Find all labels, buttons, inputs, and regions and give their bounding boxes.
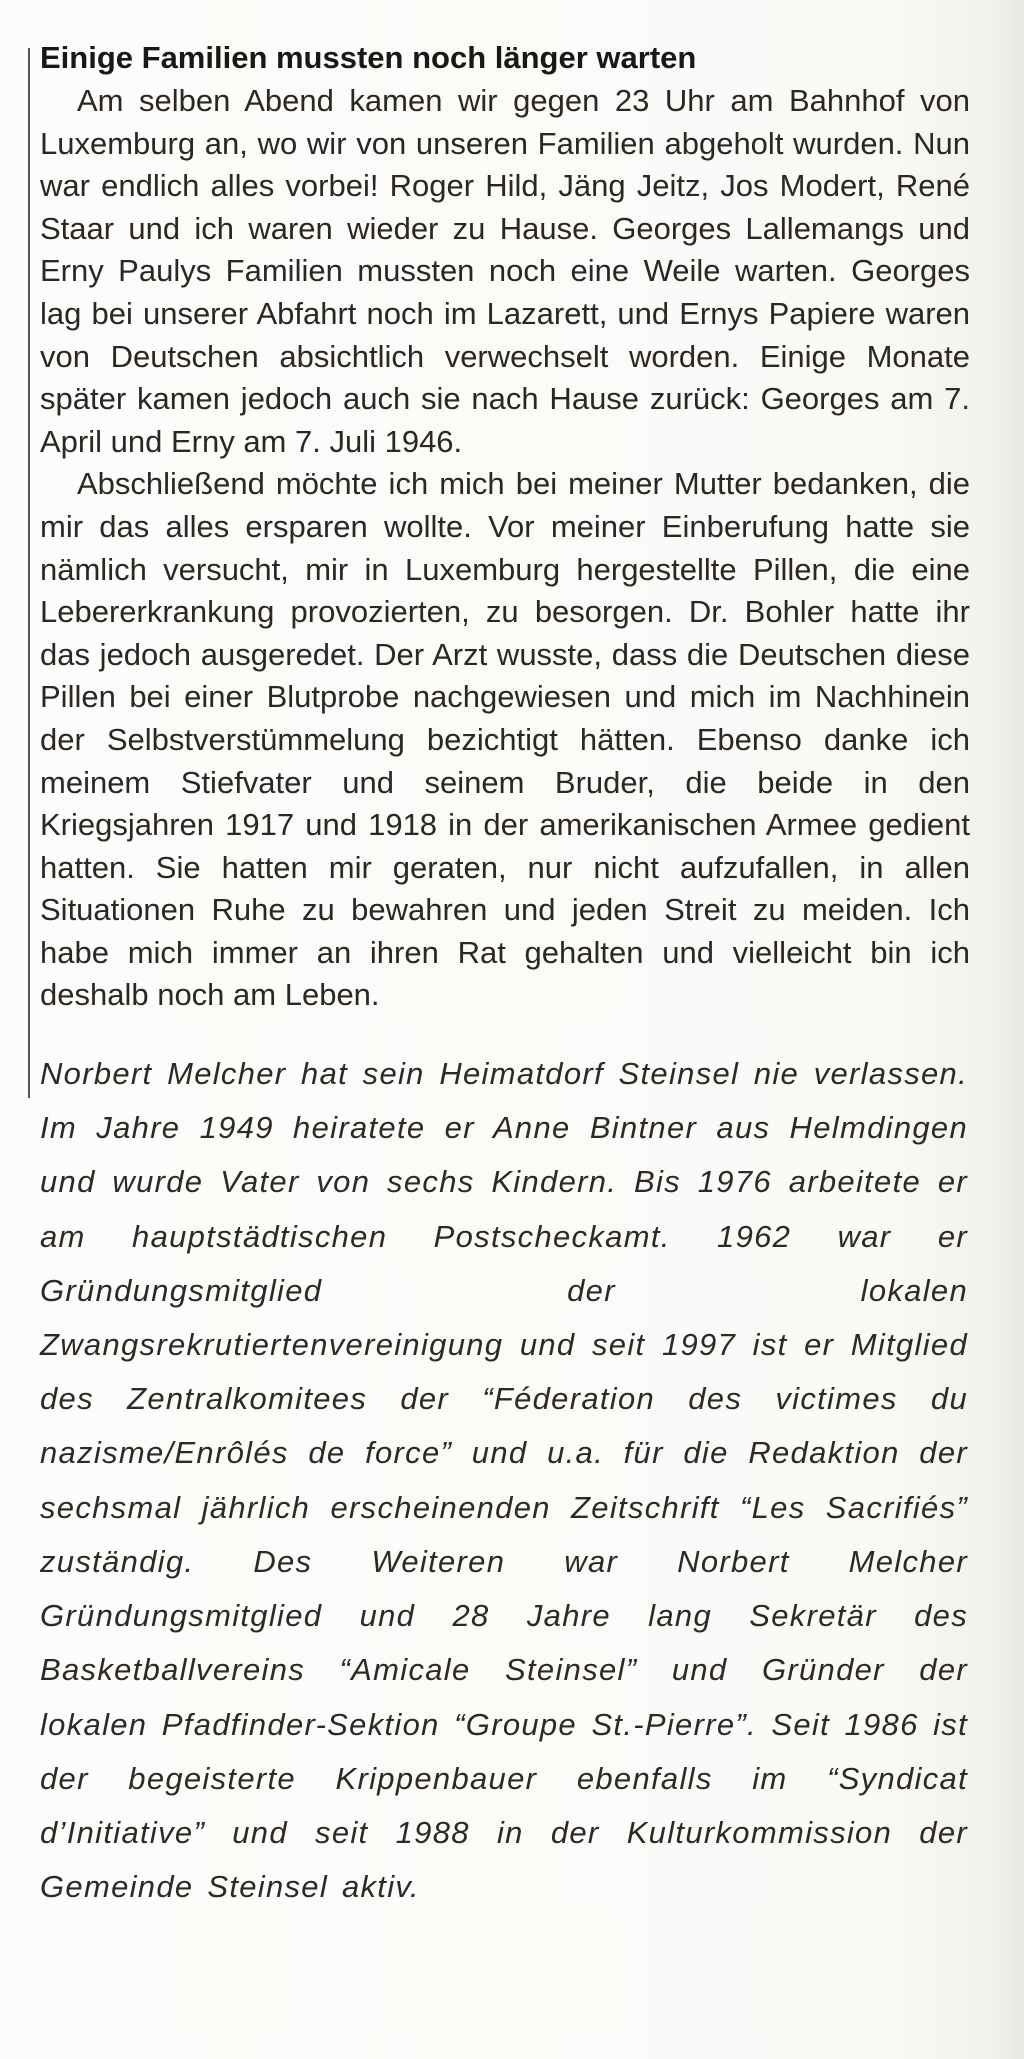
author-biography: Norbert Melcher hat sein Heimatdorf Steinsel nie verlassen. Im Jahre 1949 heiratete er Anne Bintner aus Helmdingen und wurde Vater von sechs Kindern. Bis 1976 arbeitete er am hauptstädtischen Postscheckamt. 1962 war er Gründungsmitglied der lokalen Zwangsrekrutiertenvereinigung und seit 1997 ist er Mitglied des Zentralkomitees der “Féderation des victimes du nazisme/Enrôlés de force” und u.a. für die Redaktion der sechsmal jährlich erscheinenden Zeitschrift “Les Sacrifiés” zuständig. Des Weiteren war Norbert Melcher Gründungsmitglied und 28 Jahre lang Sekretär des Basketballvereins “Amicale Steinsel” und Gründer der lokalen Pfadfinder-Sektion “Groupe St.-Pierre”. Seit 1986 ist der begeisterte Krippenbauer ebenfalls im “Syndicat d’Initiative” und seit 1988 in der Kulturkommission der Gemeinde Steinsel aktiv. [40, 1056, 968, 1905]
margin-rule [28, 48, 30, 1098]
page-content [40, 38, 970, 1945]
body-paragraph-gratitude: Abschließend möchte ich mich bei meiner Mutter bedanken, die mir das alles ersparen wollte. Vor meiner Einberufung hatte sie nämlich versucht, mir in Luxemburg hergestellte Pillen, die eine Lebererkrankung provozierten, zu besorgen. Dr. Bohler hatte ihr das jedoch ausgeredet. Der Arzt wusste, dass die Deutschen diese Pillen bei einer Blutprobe nachgewiesen und mich im Nachhinein der Selbstverstümmelung bezichtigt hätten. Ebenso danke ich meinem Stiefvater und seinem Bruder, die beide in den Kriegsjahren 1917 und 1918 in der amerikanischen Armee gedient hatten. Sie hatten mir geraten, nur nicht aufzufallen, in allen Situationen Ruhe zu bewahren und jeden Streit zu meiden. Ich habe mich immer an ihren Rat gehalten und vielleicht bin ich deshalb noch am Leben. [40, 466, 970, 1013]
section-heading: Einige Familien mussten noch länger warten [40, 40, 697, 75]
body-paragraph-homecoming: Am selben Abend kamen wir gegen 23 Uhr am Bahnhof von Luxemburg an, wo wir von unseren Familien abgeholt wurden. Nun war endlich alles vorbei! Roger Hild, Jäng Jeitz, Jos Modert, René Staar und ich waren wieder zu Hause. Georges Lallemangs und Erny Paulys Familien mussten noch eine Weile warten. Georges lag bei unserer Abfahrt noch im Lazarett, und Ernys Papiere waren von Deutschen absichtlich verwechselt worden. Einige Monate später kamen jedoch auch sie nach Hause zurück: Georges am 7. April und Erny am 7. Juli 1946. [40, 83, 970, 459]
